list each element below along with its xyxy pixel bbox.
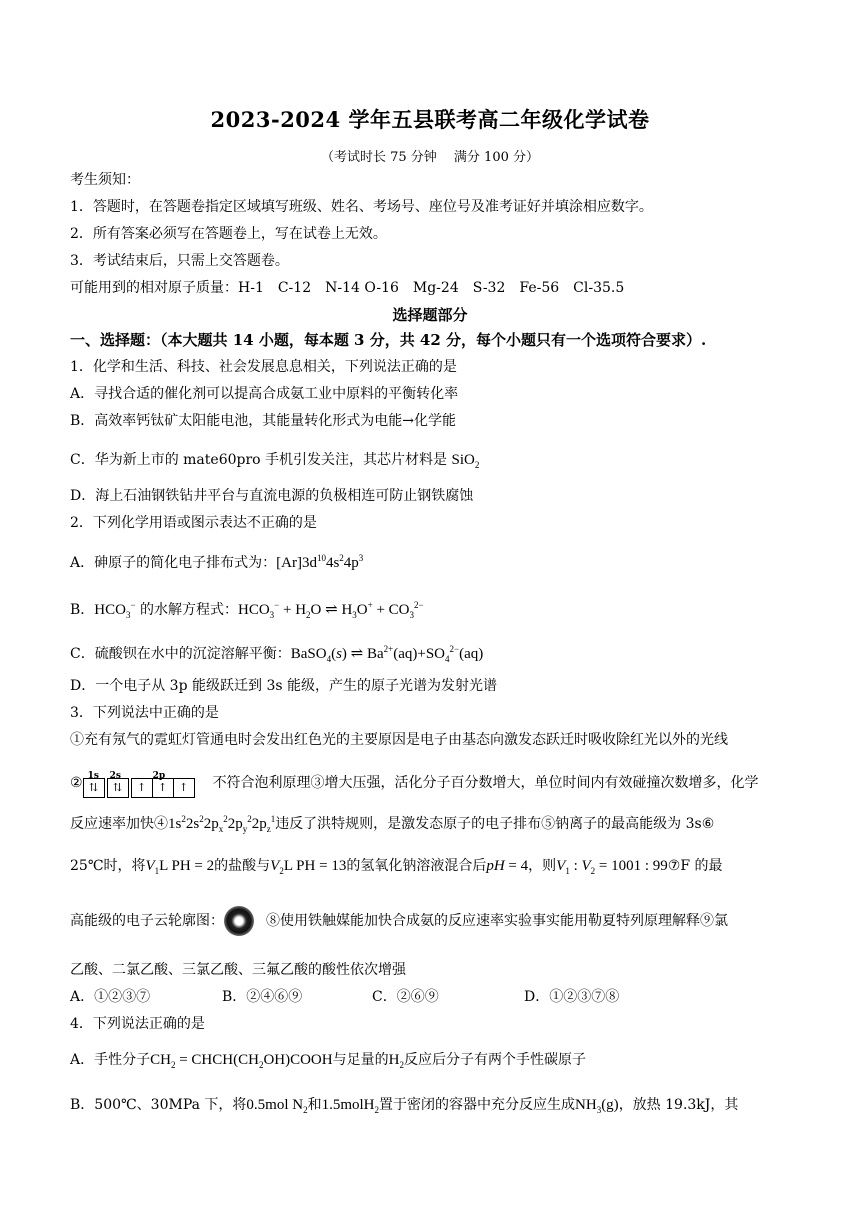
electron-cloud-image bbox=[224, 906, 254, 936]
q3-statement-1: ①充有氖气的霓虹灯管通电时会发出红色光的主要原因是电子由基态向激发态跃迁时吸收除红光以外的光线 bbox=[70, 732, 728, 748]
q2-option-a: A．砷原子的简化电子排布式为：$[Ar]3d^{10}4s^24p^3$ bbox=[70, 553, 364, 571]
q1-option-c-formula: SiO$_2$ bbox=[451, 452, 480, 470]
notice-item-2: 2．所有答案必须写在答题卷上，写在试卷上无效。 bbox=[70, 226, 387, 242]
q4-option-b: B．500℃、30MPa 下，将0.5mol $N_2$和1.5molH$_2$置于密闭的容器中充分反应生成$NH_3(g)$，放热 19.3kJ，其 bbox=[70, 1097, 739, 1115]
page-title: 2023-2024 学年五县联考高二年级化学试卷 bbox=[210, 107, 650, 132]
q1-option-c bbox=[70, 450, 800, 475]
orbital-diagram: 1s 2s 2p ⇅ ⇅ ↑ ↑ ↑ bbox=[83, 768, 213, 798]
q3-option-a: A．①②③⑦ bbox=[70, 989, 151, 1005]
q4-stem: 4．下列说法正确的是 bbox=[70, 1016, 205, 1032]
q3-statement-7: 高能级的电子云轮廓图： ⑧使用铁触媒能加快合成氨的反应速率实验事实能用勒夏特列原理解释⑨氯 bbox=[70, 903, 800, 939]
exam-duration: （考试时长 75 分钟 满分 100 分） bbox=[320, 150, 540, 165]
q3-statement-4: 反应速率加快$④1s^22s^22p_x^22p_y^22p_z^1$违反了洪特规则，是激发态原子的电子排布⑤钠离子的最高能级为 3s⑥ bbox=[70, 814, 715, 834]
q2-option-b-equation: $HCO_3^- + H_2O$ ⇌ $H_3O^+ + CO_3^{2-}$ bbox=[238, 600, 424, 620]
q2-stem: 2．下列化学用语或图示表达不正确的是 bbox=[70, 515, 317, 531]
q2-option-d: D．一个电子从 3p 能级跃迁到 3s 能级，产生的原子光谱为发射光谱 bbox=[70, 678, 497, 694]
q2-option-a-formula: $[Ar]3d^{10}4s^24p^3$ bbox=[276, 553, 364, 571]
part-heading: 一、选择题：（本大题共 14 小题，每本题 3 分，共 42 分，每个小题只有一个选项符合要求）. bbox=[70, 331, 707, 349]
q3-statement-6: 25℃时，将$V_1L$ PH = 2的盐酸与$V_2L$ PH = 13的氢氧化钠溶液混合后pH = 4，则$V_1$ : $V_2 = 1001$ : 99⑦F 的最 bbox=[70, 858, 723, 876]
q3-statement-9: 乙酸、二氯乙酸、三氯乙酸、三氟乙酸的酸性依次增强 bbox=[70, 962, 406, 978]
q3-statement-2: ② 1s 2s 2p ⇅ ⇅ ↑ ↑ ↑ 不符合泡利原理③增大压强，活化分子百分数增大，单位时间内有效碰撞次数增多，化学 bbox=[70, 768, 800, 798]
q1-stem: 1．化学和生活、科技、社会发展息息相关，下列说法正确的是 bbox=[70, 359, 457, 375]
q2-option-c-equation: BaSO$_4$(s) ⇌ $Ba^{2+}(aq)+SO_4^{2-}(aq)$ bbox=[290, 644, 484, 664]
notice-item-1: 1．答题时，在答题卷指定区域填写班级、姓名、考场号、座位号及准考证好并填涂相应数字。 bbox=[70, 199, 653, 215]
q2-option-c: C．硫酸钡在水中的沉淀溶解平衡：BaSO$_4$(s) ⇌ $Ba^{2+}(aq)+SO_4^{2-}(aq)$ bbox=[70, 644, 484, 664]
q1-option-b: B．高效率钙钛矿太阳能电池，其能量转化形式为电能→化学能 bbox=[70, 413, 457, 429]
q3-option-d: D．①②③⑦⑧ bbox=[524, 989, 620, 1005]
q1-option-c-text: C．华为新上市的 mate60pro 手机引发关注，其芯片材料是 bbox=[70, 452, 452, 468]
q3-stem: 3．下列说法中正确的是 bbox=[70, 705, 219, 721]
q2-option-b: B．$HCO_3^-$ 的水解方程式：$HCO_3^- + H_2O$ ⇌ $H_3O^+ + CO_3^{2-}$ bbox=[70, 600, 424, 620]
q3-option-b: B．②④⑥⑨ bbox=[222, 989, 303, 1005]
q1-option-a: A．寻找合适的催化剂可以提高合成氨工业中原料的平衡转化率 bbox=[70, 386, 459, 402]
section-title: 选择题部分 bbox=[392, 306, 468, 324]
q4-option-a: A．手性分子$CH_2$ = $CHCH(CH_2OH)COOH$与足量的$H_2$反应后分子有两个手性碳原子 bbox=[70, 1052, 586, 1070]
q1-option-d: D．海上石油钢铁钻井平台与直流电源的负极相连可防止钢铁腐蚀 bbox=[70, 488, 474, 504]
notice-heading: 考生须知： bbox=[70, 172, 140, 188]
atomic-masses: 可能用到的相对原子质量：H-1 C-12 N-14 O-16 Mg-24 S-32 Fe-56 Cl-35.5 bbox=[70, 280, 625, 296]
notice-item-3: 3．考试结束后，只需上交答题卷。 bbox=[70, 253, 289, 269]
q3-option-c: C．②⑥⑨ bbox=[372, 989, 439, 1005]
